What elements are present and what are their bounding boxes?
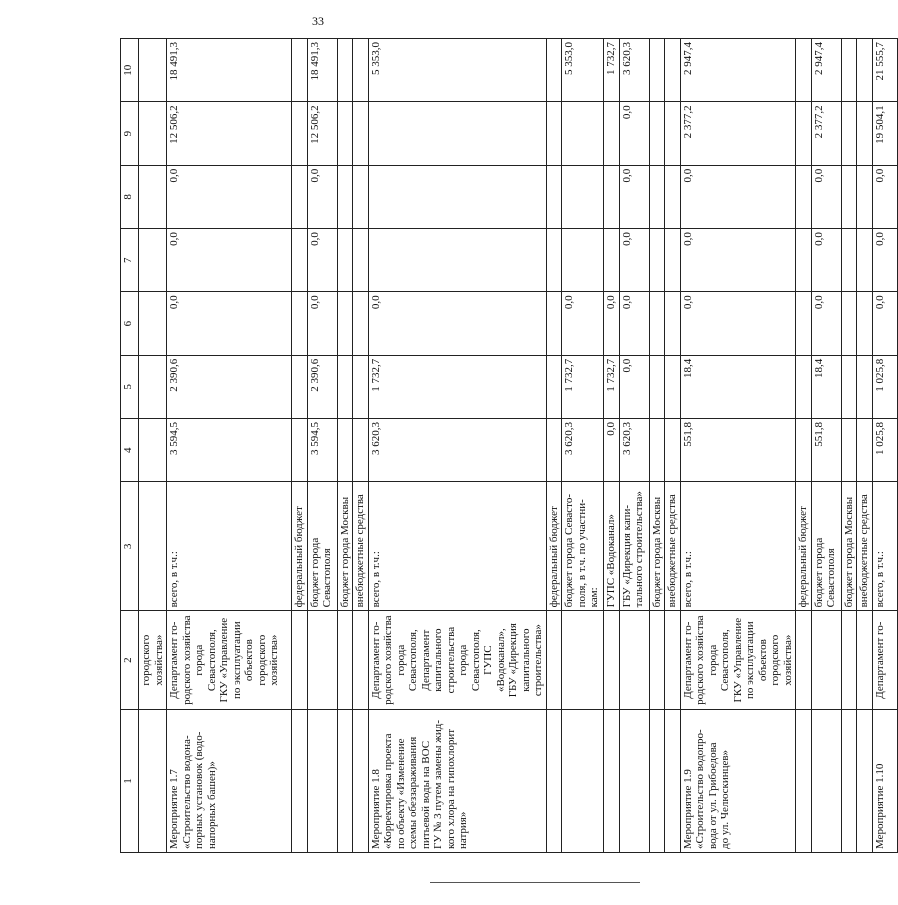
cell-line: Мероприятие 1.7: [168, 769, 180, 849]
cell-line: «Строительство водона-: [180, 735, 193, 849]
value-cell: 2 390,6: [307, 355, 337, 418]
value-cell: [857, 39, 873, 102]
funding-source-cell: [619, 482, 649, 611]
cell-line: тального строительства»: [633, 491, 645, 608]
cell-line: города: [457, 644, 469, 676]
value-cell: [665, 229, 681, 292]
value-cell: [796, 165, 812, 228]
value-cell: 0,0: [872, 165, 897, 228]
value-cell: [562, 102, 604, 165]
table-row: [841, 39, 857, 853]
value-cell: [368, 102, 546, 165]
activity-cell: [604, 709, 620, 852]
cell-line: бюджет города Севасто-: [563, 494, 575, 608]
value-cell: [649, 39, 665, 102]
activity-cell: [872, 709, 897, 852]
cell-line: «Корректировка проекта: [382, 733, 394, 849]
value-cell: [665, 419, 681, 482]
cell-line: родского хозяйства: [382, 615, 394, 705]
executor-cell: [872, 611, 897, 710]
executor-cell: [292, 611, 308, 710]
value-cell: 0,0: [811, 229, 841, 292]
cell-line: ГКУ «Управление: [218, 617, 230, 703]
value-cell: [665, 355, 681, 418]
value-cell: [841, 39, 857, 102]
funding-source-cell: [368, 482, 546, 611]
value-cell: [649, 419, 665, 482]
value-cell: [562, 165, 604, 228]
table-row: [139, 39, 167, 853]
activity-cell: [811, 709, 841, 852]
value-cell: 3 620,3: [562, 419, 604, 482]
cell-line: натрия»: [457, 811, 469, 849]
cell-line: Севастополя: [321, 548, 333, 608]
cell-line: капитального: [432, 628, 444, 692]
budget-table: [120, 38, 898, 853]
cell-line: объектов: [756, 639, 769, 682]
cell-line: Департамент го-: [681, 621, 694, 699]
executor-cell: [167, 611, 292, 710]
value-cell: 1 732,7: [562, 355, 604, 418]
funding-source-cell: [680, 482, 796, 611]
cell-line: внебюджетные средства: [858, 494, 870, 608]
cell-line: хозяйства»: [268, 634, 280, 686]
table-row: [546, 39, 562, 853]
executor-cell: [307, 611, 337, 710]
cell-line: по объекту «Изменение: [394, 738, 407, 849]
value-cell: 5 353,0: [562, 39, 604, 102]
activity-cell: [857, 709, 873, 852]
value-cell: [139, 419, 167, 482]
value-cell: 1 732,7: [604, 355, 620, 418]
cell-line: родского хозяйства: [180, 615, 193, 705]
cell-line: напорных башен)»: [205, 761, 218, 849]
funding-source-cell: [337, 482, 353, 611]
executor-cell: [562, 611, 604, 710]
activity-cell: [546, 709, 562, 852]
executor-cell: [665, 611, 681, 710]
value-cell: 0,0: [811, 165, 841, 228]
value-cell: 2 390,6: [167, 355, 292, 418]
cell-line: города: [706, 644, 719, 676]
funding-source-cell: [604, 482, 620, 611]
value-cell: 0,0: [619, 102, 649, 165]
cell-line: родского хозяйства: [694, 615, 706, 705]
table-row: [337, 39, 353, 853]
funding-source-cell: [292, 482, 308, 611]
cell-line: хозяйства»: [781, 634, 794, 686]
value-cell: 0,0: [872, 292, 897, 355]
value-cell: 0,0: [167, 292, 292, 355]
value-cell: [353, 39, 369, 102]
cell-line: кам:: [588, 587, 600, 608]
value-cell: [649, 165, 665, 228]
funding-source-cell: [665, 482, 681, 611]
value-cell: 2 947,4: [811, 39, 841, 102]
cell-line: Севастополя,: [407, 629, 419, 692]
value-cell: [139, 39, 167, 102]
value-cell: [604, 165, 620, 228]
value-cell: [841, 229, 857, 292]
cell-line: бюджет города: [308, 537, 321, 608]
value-cell: [649, 229, 665, 292]
activity-cell: [353, 709, 369, 852]
cell-line: федеральный бюджет: [547, 506, 560, 608]
table-row: [307, 39, 337, 853]
table-row: [872, 39, 897, 853]
cell-line: города: [394, 644, 407, 676]
value-cell: [841, 165, 857, 228]
funding-source-cell: [872, 482, 897, 611]
activity-cell: [139, 709, 167, 852]
cell-line: внебюджетные средства: [354, 494, 366, 608]
column-number: 8: [121, 165, 139, 228]
executor-cell: [139, 611, 167, 710]
column-number: 10: [121, 39, 139, 102]
value-cell: 0,0: [619, 229, 649, 292]
value-cell: 551,8: [680, 419, 796, 482]
value-cell: [796, 102, 812, 165]
value-cell: [368, 165, 546, 228]
cell-line: объектов: [243, 639, 255, 682]
cell-line: бюджет города Москвы: [650, 496, 663, 608]
cell-line: схемы обеззараживания: [407, 736, 419, 849]
cell-line: всего, в т.ч.:: [681, 551, 694, 608]
value-cell: 1 732,7: [604, 39, 620, 102]
value-cell: [665, 292, 681, 355]
column-number: 4: [121, 419, 139, 482]
value-cell: [546, 102, 562, 165]
cell-line: ГУ № 3 путем замены жид-: [432, 719, 444, 849]
value-cell: 1 025,8: [872, 419, 897, 482]
value-cell: [857, 419, 873, 482]
value-cell: 0,0: [307, 165, 337, 228]
value-cell: [857, 292, 873, 355]
cell-line: городского: [769, 634, 781, 686]
value-cell: [841, 355, 857, 418]
value-cell: 3 594,5: [167, 419, 292, 482]
value-cell: 3 620,3: [368, 419, 546, 482]
column-number: 9: [121, 102, 139, 165]
cell-line: городского: [140, 634, 152, 686]
value-cell: 19 504,1: [872, 102, 897, 165]
value-cell: 0,0: [368, 292, 546, 355]
table-row: [562, 39, 604, 853]
column-number: 7: [121, 229, 139, 292]
value-cell: [292, 419, 308, 482]
value-cell: [139, 292, 167, 355]
value-cell: [604, 102, 620, 165]
table-row: [665, 39, 681, 853]
activity-cell: [307, 709, 337, 852]
activity-cell: [649, 709, 665, 852]
value-cell: 18,4: [811, 355, 841, 418]
value-cell: [368, 229, 546, 292]
value-cell: 18 491,3: [307, 39, 337, 102]
cell-line: Севастополя,: [205, 629, 218, 692]
value-cell: 3 594,5: [307, 419, 337, 482]
table-row: [368, 39, 546, 853]
table-row: [167, 39, 292, 853]
value-cell: 2 947,4: [680, 39, 796, 102]
executor-cell: [337, 611, 353, 710]
value-cell: 5 353,0: [368, 39, 546, 102]
value-cell: 0,0: [680, 165, 796, 228]
table-row: [353, 39, 369, 853]
activity-cell: [368, 709, 546, 852]
table-row: [680, 39, 796, 853]
funding-source-cell: [562, 482, 604, 611]
executor-cell: [546, 611, 562, 710]
value-cell: [546, 355, 562, 418]
table-row: [604, 39, 620, 853]
value-cell: 0,0: [167, 229, 292, 292]
executor-cell: [841, 611, 857, 710]
value-cell: [139, 102, 167, 165]
column-number: 2: [121, 611, 139, 710]
value-cell: [665, 102, 681, 165]
value-cell: [337, 165, 353, 228]
cell-line: ГБУ «Дирекция: [507, 623, 519, 698]
value-cell: [292, 229, 308, 292]
value-cell: [665, 39, 681, 102]
cell-line: питьевой воды на ВОС: [419, 740, 432, 849]
cell-line: Севастополя,: [719, 629, 731, 692]
cell-line: ГБУ «Дирекция капи-: [620, 505, 633, 608]
funding-source-cell: [353, 482, 369, 611]
value-cell: 0,0: [619, 165, 649, 228]
value-cell: 12 506,2: [167, 102, 292, 165]
table-row: [292, 39, 308, 853]
activity-cell: [337, 709, 353, 852]
value-cell: [857, 165, 873, 228]
value-cell: [353, 102, 369, 165]
activity-cell: [680, 709, 796, 852]
funding-source-cell: [546, 482, 562, 611]
executor-cell: [604, 611, 620, 710]
cell-line: Департамент го-: [168, 621, 180, 699]
value-cell: 0,0: [811, 292, 841, 355]
cell-line: Севастополя: [825, 548, 837, 608]
value-cell: 0,0: [562, 292, 604, 355]
funding-source-cell: [857, 482, 873, 611]
cell-line: Мероприятие 1.9: [681, 769, 694, 849]
value-cell: 0,0: [680, 229, 796, 292]
value-cell: 21 555,7: [872, 39, 897, 102]
value-cell: [857, 355, 873, 418]
executor-cell: [680, 611, 796, 710]
cell-line: ГУПС: [482, 645, 494, 675]
value-cell: [292, 355, 308, 418]
activity-cell: [562, 709, 604, 852]
value-cell: 551,8: [811, 419, 841, 482]
value-cell: [796, 39, 812, 102]
value-cell: 2 377,2: [811, 102, 841, 165]
value-cell: [841, 419, 857, 482]
value-cell: [857, 102, 873, 165]
activity-cell: [665, 709, 681, 852]
value-cell: 0,0: [604, 292, 620, 355]
cell-line: города: [193, 644, 205, 676]
funding-source-cell: [167, 482, 292, 611]
column-number-row: [121, 39, 139, 853]
value-cell: [337, 292, 353, 355]
value-cell: [546, 39, 562, 102]
value-cell: [292, 165, 308, 228]
value-cell: 2 377,2: [680, 102, 796, 165]
value-cell: [337, 39, 353, 102]
value-cell: [604, 229, 620, 292]
value-cell: [649, 292, 665, 355]
cell-line: бюджет города: [812, 537, 825, 608]
cell-line: хозяйства»: [152, 634, 165, 686]
value-cell: 0,0: [604, 419, 620, 482]
cell-line: строительства: [444, 626, 457, 694]
cell-line: Департамент го-: [369, 621, 382, 699]
table-row: [857, 39, 873, 853]
cell-line: ГУПС «Водоканал»: [605, 514, 617, 608]
value-cell: 1 025,8: [872, 355, 897, 418]
value-cell: [353, 355, 369, 418]
value-cell: [337, 419, 353, 482]
cell-line: всего, в т.ч.:: [168, 551, 180, 608]
cell-line: бюджет города Москвы: [338, 496, 351, 608]
value-cell: [649, 355, 665, 418]
executor-cell: [649, 611, 665, 710]
table-row: [649, 39, 665, 853]
value-cell: [796, 355, 812, 418]
value-cell: [337, 355, 353, 418]
cell-line: федеральный бюджет: [293, 506, 305, 608]
activity-cell: [167, 709, 292, 852]
value-cell: 12 506,2: [307, 102, 337, 165]
value-cell: [546, 229, 562, 292]
cell-line: всего, в т.ч.:: [873, 551, 886, 608]
page-number: 33: [312, 14, 324, 28]
value-cell: [841, 292, 857, 355]
funding-source-cell: [307, 482, 337, 611]
value-cell: 18,4: [680, 355, 796, 418]
executor-cell: [811, 611, 841, 710]
value-cell: [857, 229, 873, 292]
executor-cell: [619, 611, 649, 710]
table-row: [811, 39, 841, 853]
value-cell: [353, 419, 369, 482]
value-cell: 0,0: [872, 229, 897, 292]
value-cell: 0,0: [619, 355, 649, 418]
value-cell: 0,0: [307, 229, 337, 292]
value-cell: [139, 355, 167, 418]
value-cell: [353, 292, 369, 355]
table-row: [619, 39, 649, 853]
value-cell: 1 732,7: [368, 355, 546, 418]
value-cell: [292, 102, 308, 165]
cell-line: Департамент: [419, 629, 432, 691]
cell-line: строительства»: [532, 624, 544, 697]
cell-line: Севастополя,: [469, 629, 482, 692]
funding-source-cell: [649, 482, 665, 611]
value-cell: [337, 102, 353, 165]
value-cell: 0,0: [619, 292, 649, 355]
value-cell: [353, 165, 369, 228]
value-cell: [665, 165, 681, 228]
cell-line: по эксплуатации: [744, 621, 756, 699]
executor-cell: [796, 611, 812, 710]
cell-line: внебюджетные средства: [666, 494, 678, 608]
value-cell: [337, 229, 353, 292]
cell-line: Департамент го-: [873, 621, 886, 699]
column-number: 6: [121, 292, 139, 355]
value-cell: 3 620,3: [619, 39, 649, 102]
executor-cell: [368, 611, 546, 710]
cell-line: бюджет города Москвы: [842, 496, 855, 608]
funding-source-cell: [811, 482, 841, 611]
funding-source-cell: [841, 482, 857, 611]
cell-line: капитального: [519, 628, 532, 692]
value-cell: [353, 229, 369, 292]
value-cell: [796, 419, 812, 482]
activity-cell: [619, 709, 649, 852]
column-number: 3: [121, 482, 139, 611]
value-cell: 0,0: [307, 292, 337, 355]
cell-line: по эксплуатации: [230, 621, 243, 699]
value-cell: [139, 229, 167, 292]
cell-line: Мероприятие 1.10: [873, 763, 886, 849]
column-number: 5: [121, 355, 139, 418]
cell-line: всего, в т.ч.:: [369, 551, 382, 608]
budget-table-rotated: [120, 38, 886, 853]
cell-line: кого хлора на гипохлорит: [444, 728, 457, 849]
value-cell: [292, 292, 308, 355]
cell-line: городского: [255, 634, 268, 686]
value-cell: [139, 165, 167, 228]
cell-line: вода от ул. Грибоедова: [706, 742, 719, 849]
value-cell: [546, 419, 562, 482]
value-cell: [292, 39, 308, 102]
activity-cell: [841, 709, 857, 852]
value-cell: [562, 229, 604, 292]
funding-source-cell: [796, 482, 812, 611]
activity-cell: [796, 709, 812, 852]
cell-line: поля, в т.ч. по участни-: [575, 499, 588, 608]
value-cell: [796, 292, 812, 355]
column-number: 1: [121, 709, 139, 852]
value-cell: [796, 229, 812, 292]
table-row: [796, 39, 812, 853]
cell-line: порных установок (водо-: [193, 731, 205, 849]
cell-line: ГКУ «Управление: [731, 617, 744, 703]
value-cell: 3 620,3: [619, 419, 649, 482]
cell-line: «Строительство водопро-: [694, 729, 706, 849]
cell-line: «Водоканал»,: [494, 628, 507, 693]
executor-cell: [857, 611, 873, 710]
activity-cell: [292, 709, 308, 852]
value-cell: [546, 292, 562, 355]
funding-source-cell: [139, 482, 167, 611]
value-cell: [841, 102, 857, 165]
cell-line: до ул. Челюскинцев»: [719, 749, 731, 849]
cell-line: Мероприятие 1.8: [369, 769, 382, 849]
executor-cell: [353, 611, 369, 710]
value-cell: 0,0: [167, 165, 292, 228]
value-cell: [546, 165, 562, 228]
footer-rule: [430, 882, 640, 883]
value-cell: 18 491,3: [167, 39, 292, 102]
cell-line: федеральный бюджет: [797, 506, 809, 608]
value-cell: 0,0: [680, 292, 796, 355]
value-cell: [649, 102, 665, 165]
